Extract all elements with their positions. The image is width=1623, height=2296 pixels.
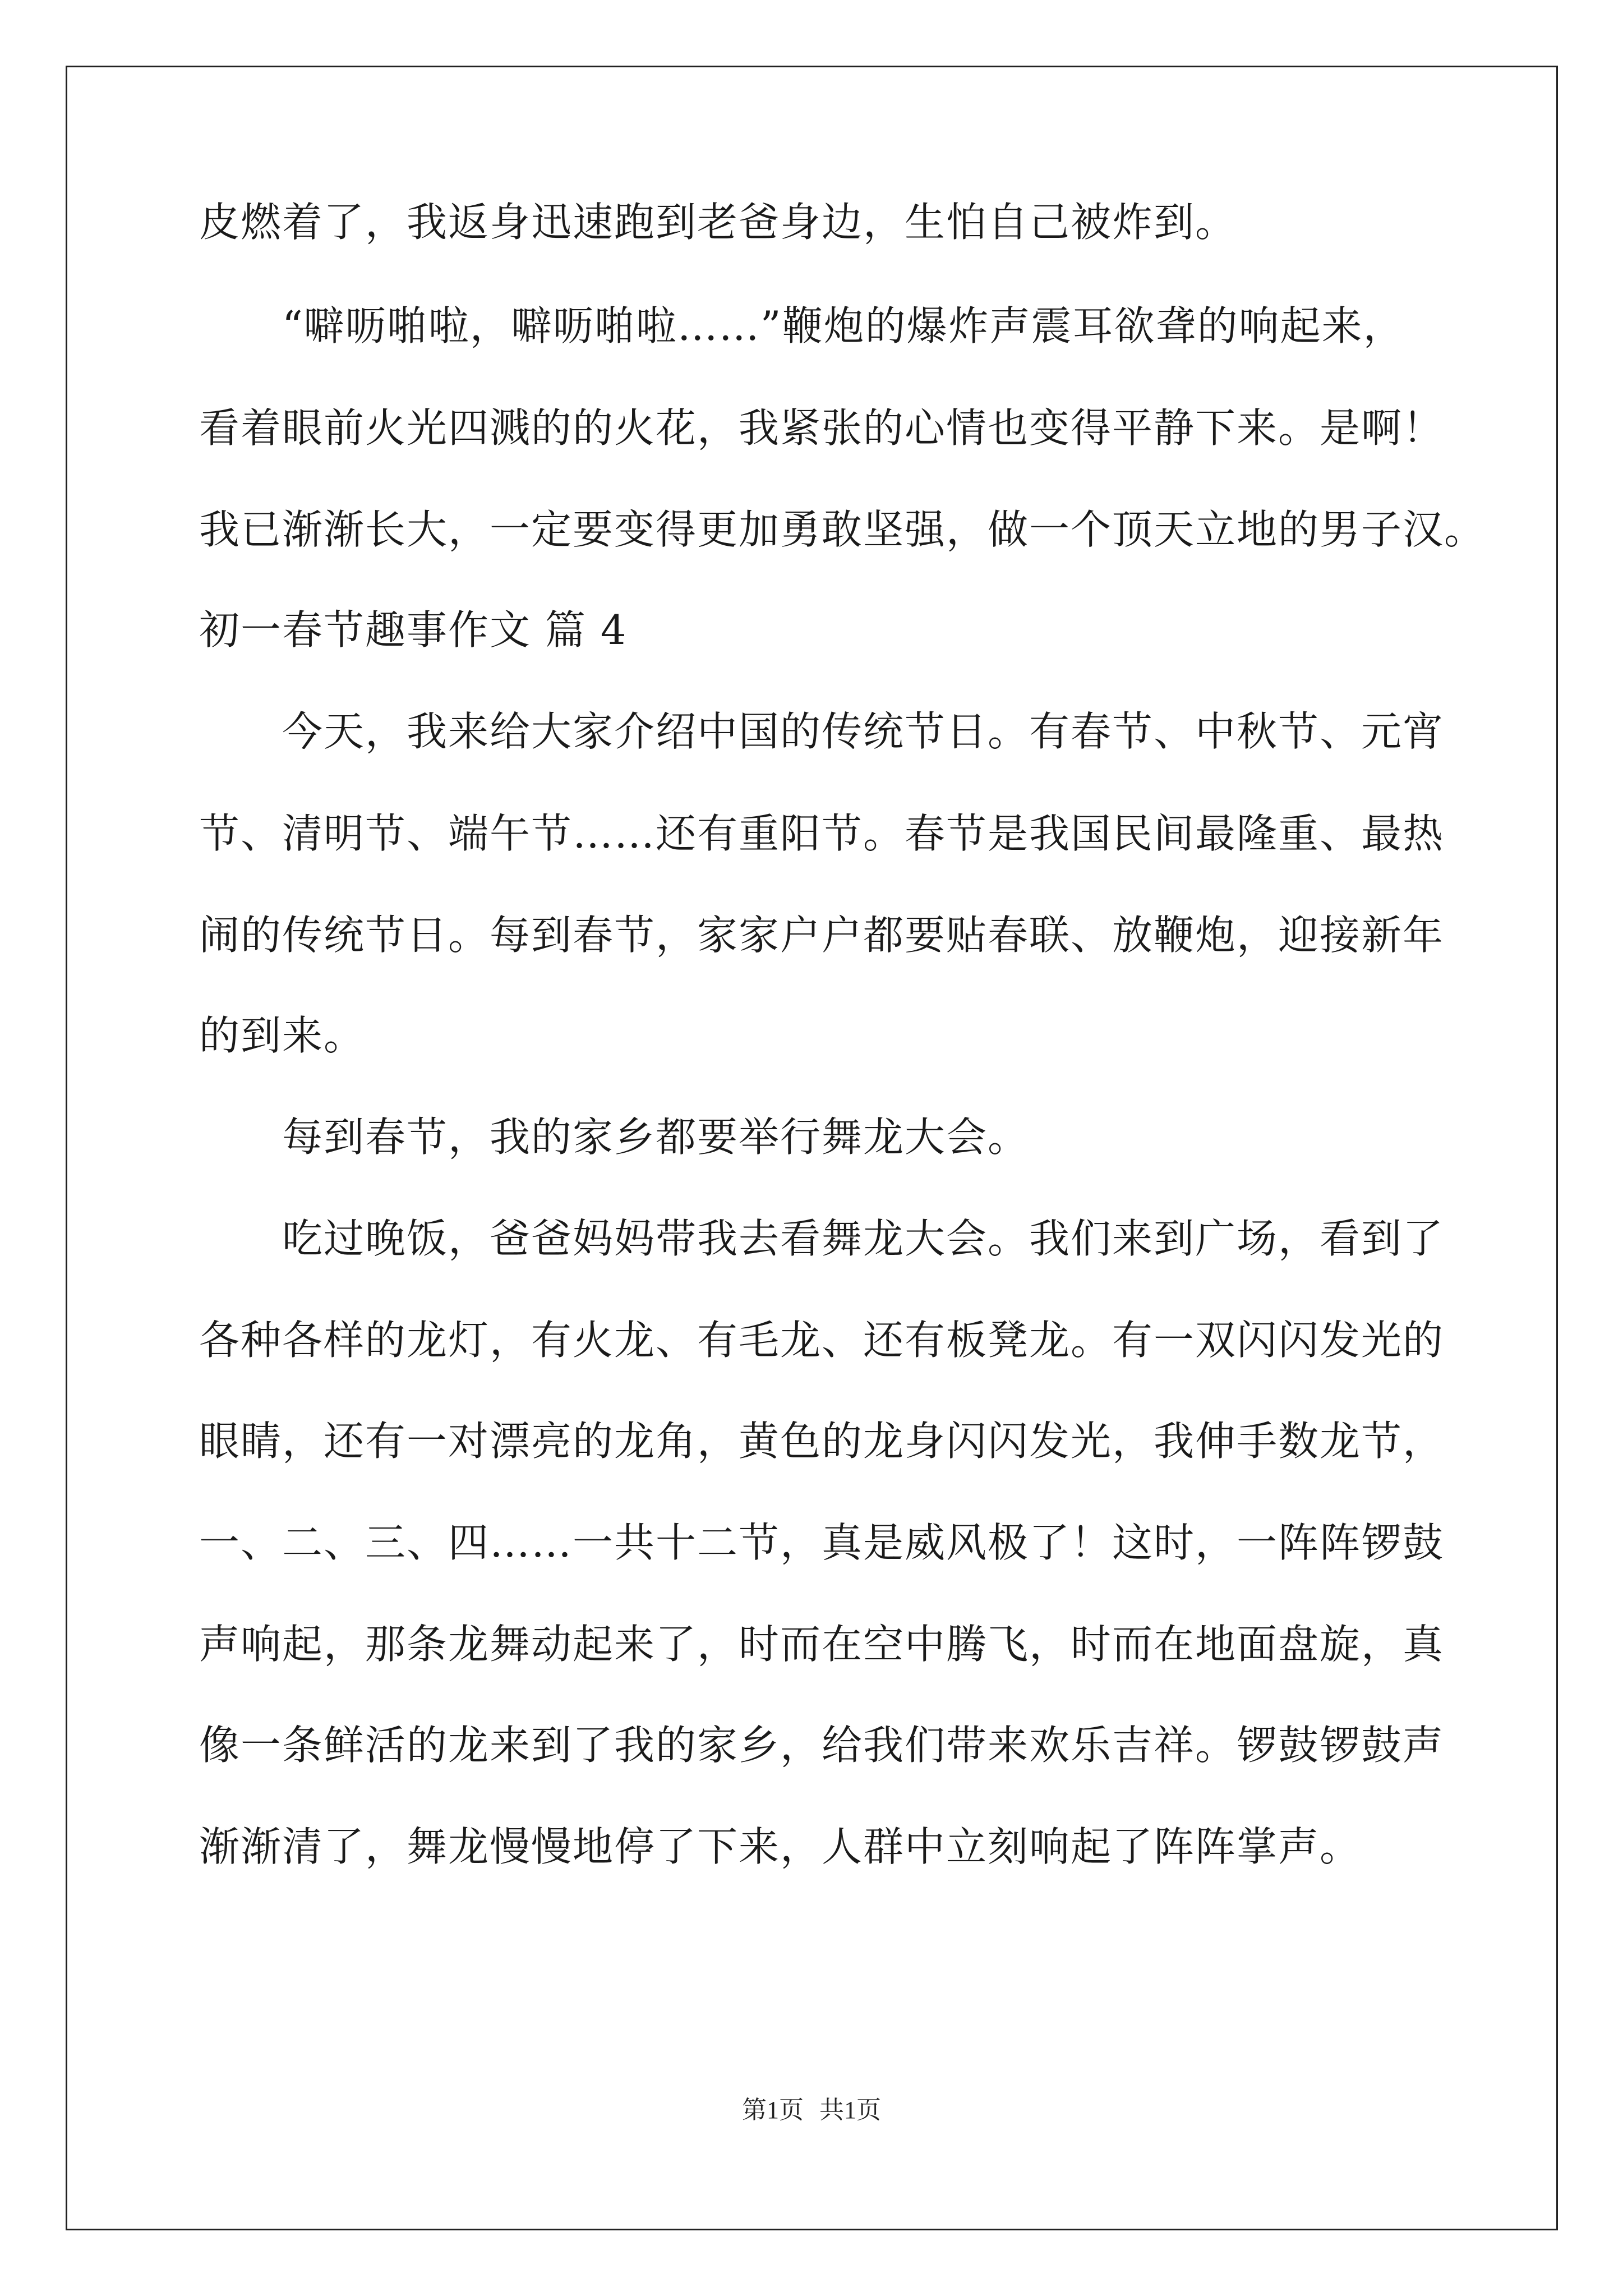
- text-line: 像一条鲜活的龙来到了我的家乡，给我们带来欢乐吉祥。锣鼓锣鼓声: [199, 1722, 1445, 1769]
- text-line: 今天，我来给大家介绍中国的传统节日。有春节、中秋节、元宵: [199, 708, 1445, 755]
- page-number-total: 共1页: [819, 2096, 881, 2124]
- text-line: 节、清明节、端午节……还有重阳节。春节是我国民间最隆重、最热: [199, 810, 1445, 857]
- text-line: 我已渐渐长大，一定要变得更加勇敢坚强，做一个顶天立地的男子汉。: [199, 506, 1486, 553]
- text-line: 渐渐清了，舞龙慢慢地停了下来，人群中立刻响起了阵阵掌声。: [199, 1823, 1362, 1870]
- text-line: “噼呖啪啦，噼呖啪啦……”鞭炮的爆炸声震耳欲聋的响起来，: [199, 302, 1405, 349]
- text-line: 一、二、三、四……一共十二节，真是威风极了！这时，一阵阵锣鼓: [199, 1519, 1445, 1566]
- section-heading: 初一春节趣事作文 篇 4: [199, 606, 628, 654]
- text-line: 看着眼前火光四溅的的火花，我紧张的心情也变得平静下来。是啊！: [199, 404, 1445, 452]
- page-number-current: 第1页: [742, 2096, 804, 2124]
- text-line: 的到来。: [199, 1012, 366, 1059]
- text-line: 声响起，那条龙舞动起来了，时而在空中腾飞，时而在地面盘旋，真: [199, 1621, 1445, 1668]
- text-line: 吃过晚饭，爸爸妈妈带我去看舞龙大会。我们来到广场，看到了: [199, 1215, 1445, 1262]
- text-line: 闹的传统节日。每到春节，家家户户都要贴春联、放鞭炮，迎接新年: [199, 912, 1445, 959]
- page-footer: [0, 2098, 1623, 2123]
- text-line: 各种各样的龙灯，有火龙、有毛龙、还有板凳龙。有一双闪闪发光的: [199, 1317, 1445, 1364]
- text-line: 眼睛，还有一对漂亮的龙角，黄色的龙身闪闪发光，我伸手数龙节，: [199, 1418, 1445, 1465]
- text-line: 皮燃着了，我返身迅速跑到老爸身边，生怕自己被炸到。: [199, 199, 1237, 246]
- text-line: 每到春节，我的家乡都要举行舞龙大会。: [199, 1114, 1030, 1161]
